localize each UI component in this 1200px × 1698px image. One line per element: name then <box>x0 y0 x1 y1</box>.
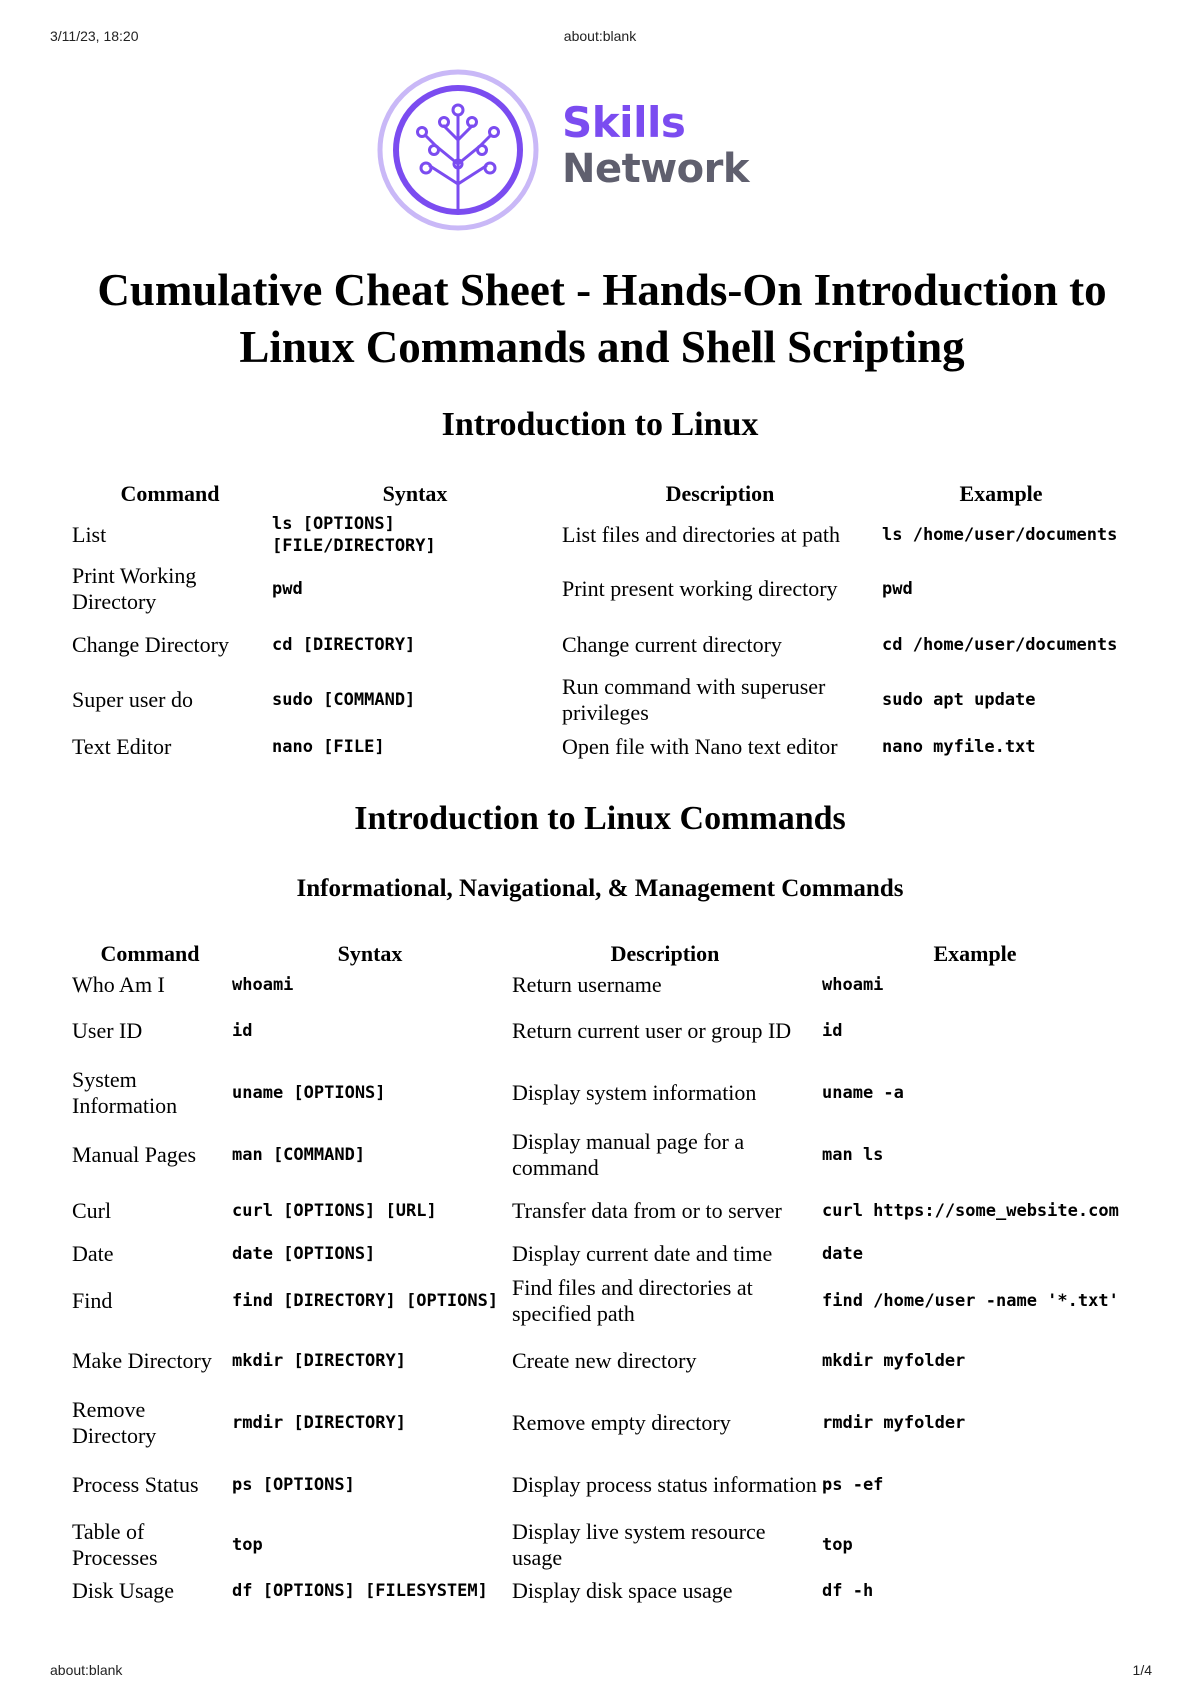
table-row <box>70 1574 1130 1608</box>
subsection-heading-info-nav-mgmt: Informational, Navigational, & Management Commands <box>296 875 904 902</box>
table-row <box>70 1124 1130 1186</box>
intro-linux-table <box>70 478 1122 766</box>
col-header-command: Command <box>100 941 200 966</box>
cell-description: Run command with superuser privileges <box>562 674 826 725</box>
cell-command: Table of Processes <box>72 1519 158 1570</box>
cell-command: Text Editor <box>72 734 172 759</box>
cell-description: Open file with Nano text editor <box>562 734 838 759</box>
table-row <box>70 1000 1130 1062</box>
table-row <box>70 560 1122 618</box>
cell-example: find /home/user -name '*.txt' <box>822 1291 1119 1311</box>
cell-command: Process Status <box>72 1472 199 1497</box>
cell-example: man ls <box>822 1145 884 1165</box>
print-datetime: 3/11/23, 18:20 <box>50 28 139 44</box>
table-row <box>70 1236 1130 1272</box>
tree-logo-icon <box>374 66 542 234</box>
cell-syntax: find [DIRECTORY] [OPTIONS] <box>232 1291 499 1311</box>
table-row <box>70 1330 1130 1392</box>
table-row <box>70 1186 1130 1236</box>
cell-example: whoami <box>822 975 884 995</box>
cell-syntax: cd [DIRECTORY] <box>272 635 416 655</box>
cell-syntax: nano [FILE] <box>272 737 385 757</box>
cell-description: Display system information <box>512 1080 757 1105</box>
cell-command: Print Working Directory <box>72 563 197 614</box>
cell-syntax: curl [OPTIONS] [URL] <box>232 1201 437 1221</box>
cell-syntax: id <box>232 1021 253 1041</box>
cell-description: Return username <box>512 972 662 997</box>
print-header <box>0 28 1200 48</box>
cell-description: Remove empty directory <box>512 1410 731 1435</box>
section-heading-linux-commands: Introduction to Linux Commands <box>354 800 846 837</box>
print-url: about:blank <box>563 28 637 44</box>
table-header-row <box>70 938 1130 970</box>
table-row <box>70 970 1130 1000</box>
cell-command: Find <box>72 1288 113 1313</box>
cell-command: Disk Usage <box>72 1578 175 1603</box>
cell-syntax: date [OPTIONS] <box>232 1244 376 1264</box>
logo-text-skills: Skills <box>562 98 686 147</box>
linux-commands-table <box>70 938 1130 1608</box>
table-row <box>70 672 1122 728</box>
cell-example: sudo apt update <box>882 690 1036 710</box>
table-header-row <box>70 478 1122 510</box>
cell-command: Manual Pages <box>72 1142 197 1167</box>
print-footer <box>0 1662 1200 1682</box>
col-header-example: Example <box>933 941 1017 966</box>
skills-network-logo <box>374 66 754 234</box>
cell-example: ls /home/user/documents <box>882 525 1118 545</box>
cell-example: uname -a <box>822 1083 904 1103</box>
cell-description: Find files and directories at specified path <box>512 1275 753 1326</box>
table-row <box>70 1516 1130 1574</box>
cell-command: Curl <box>72 1198 112 1223</box>
logo-text-network: Network <box>562 146 749 192</box>
cell-example: pwd <box>882 579 913 599</box>
cell-syntax: top <box>232 1535 263 1555</box>
cell-description: Display live system resource usage <box>512 1519 766 1570</box>
cell-example: curl https://some_website.com <box>822 1201 1119 1221</box>
cell-example: date <box>822 1244 863 1264</box>
cell-command: Make Directory <box>72 1348 212 1373</box>
cell-example: nano myfile.txt <box>882 737 1036 757</box>
cell-example: rmdir myfolder <box>822 1413 966 1433</box>
footer-url: about:blank <box>50 1662 123 1678</box>
cell-description: Transfer data from or to server <box>512 1198 782 1223</box>
col-header-description: Description <box>610 941 720 966</box>
cell-example: df -h <box>822 1581 874 1601</box>
cell-syntax: rmdir [DIRECTORY] <box>232 1413 406 1433</box>
cell-description: Return current user or group ID <box>512 1018 792 1043</box>
cell-description: Create new directory <box>512 1348 697 1373</box>
cell-syntax: man [COMMAND] <box>232 1145 366 1165</box>
cell-example: id <box>822 1021 843 1041</box>
col-header-description: Description <box>665 481 775 506</box>
table-row <box>70 1392 1130 1454</box>
table-row <box>70 1272 1130 1330</box>
cell-command: Change Directory <box>72 632 229 657</box>
cell-syntax: sudo [COMMAND] <box>272 690 416 710</box>
col-header-example: Example <box>959 481 1043 506</box>
cell-command: Who Am I <box>72 972 165 997</box>
table-row <box>70 510 1122 560</box>
section-heading-intro-linux: Introduction to Linux <box>441 406 759 443</box>
cell-description: Print present working directory <box>562 576 838 601</box>
col-header-command: Command <box>120 481 220 506</box>
cell-description: Change current directory <box>562 632 782 657</box>
cell-syntax: df [OPTIONS] [FILESYSTEM] <box>232 1581 488 1601</box>
cell-command: Super user do <box>72 687 193 712</box>
col-header-syntax: Syntax <box>337 941 403 966</box>
cell-example: mkdir myfolder <box>822 1351 966 1371</box>
cell-example: top <box>822 1535 853 1555</box>
table-row <box>70 1454 1130 1516</box>
page-title: Cumulative Cheat Sheet - Hands-On Introduction to Linux Commands and Shell Scripting <box>97 265 1107 372</box>
page-number: 1/4 <box>1132 1662 1152 1678</box>
cell-description: Display process status information <box>512 1472 817 1497</box>
cell-syntax: ps [OPTIONS] <box>232 1475 355 1495</box>
cell-description: Display current date and time <box>512 1241 773 1266</box>
cell-syntax: ls [OPTIONS] [FILE/DIRECTORY] <box>272 514 436 556</box>
cell-example: cd /home/user/documents <box>882 635 1118 655</box>
cell-syntax: mkdir [DIRECTORY] <box>232 1351 406 1371</box>
cell-example: ps -ef <box>822 1475 884 1495</box>
cell-description: Display disk space usage <box>512 1578 733 1603</box>
col-header-syntax: Syntax <box>382 481 448 506</box>
cell-description: Display manual page for a command <box>512 1129 745 1180</box>
cell-command: Date <box>72 1241 114 1266</box>
cell-description: List files and directories at path <box>562 522 840 547</box>
cell-command: Remove Directory <box>72 1397 157 1448</box>
cell-syntax: uname [OPTIONS] <box>232 1083 386 1103</box>
cell-syntax: whoami <box>232 975 294 995</box>
table-row <box>70 728 1122 766</box>
table-row <box>70 618 1122 672</box>
table-row <box>70 1062 1130 1124</box>
cell-command: User ID <box>72 1018 143 1043</box>
cell-command: List <box>72 522 107 547</box>
cell-command: System Information <box>72 1067 178 1118</box>
cell-syntax: pwd <box>272 579 303 599</box>
